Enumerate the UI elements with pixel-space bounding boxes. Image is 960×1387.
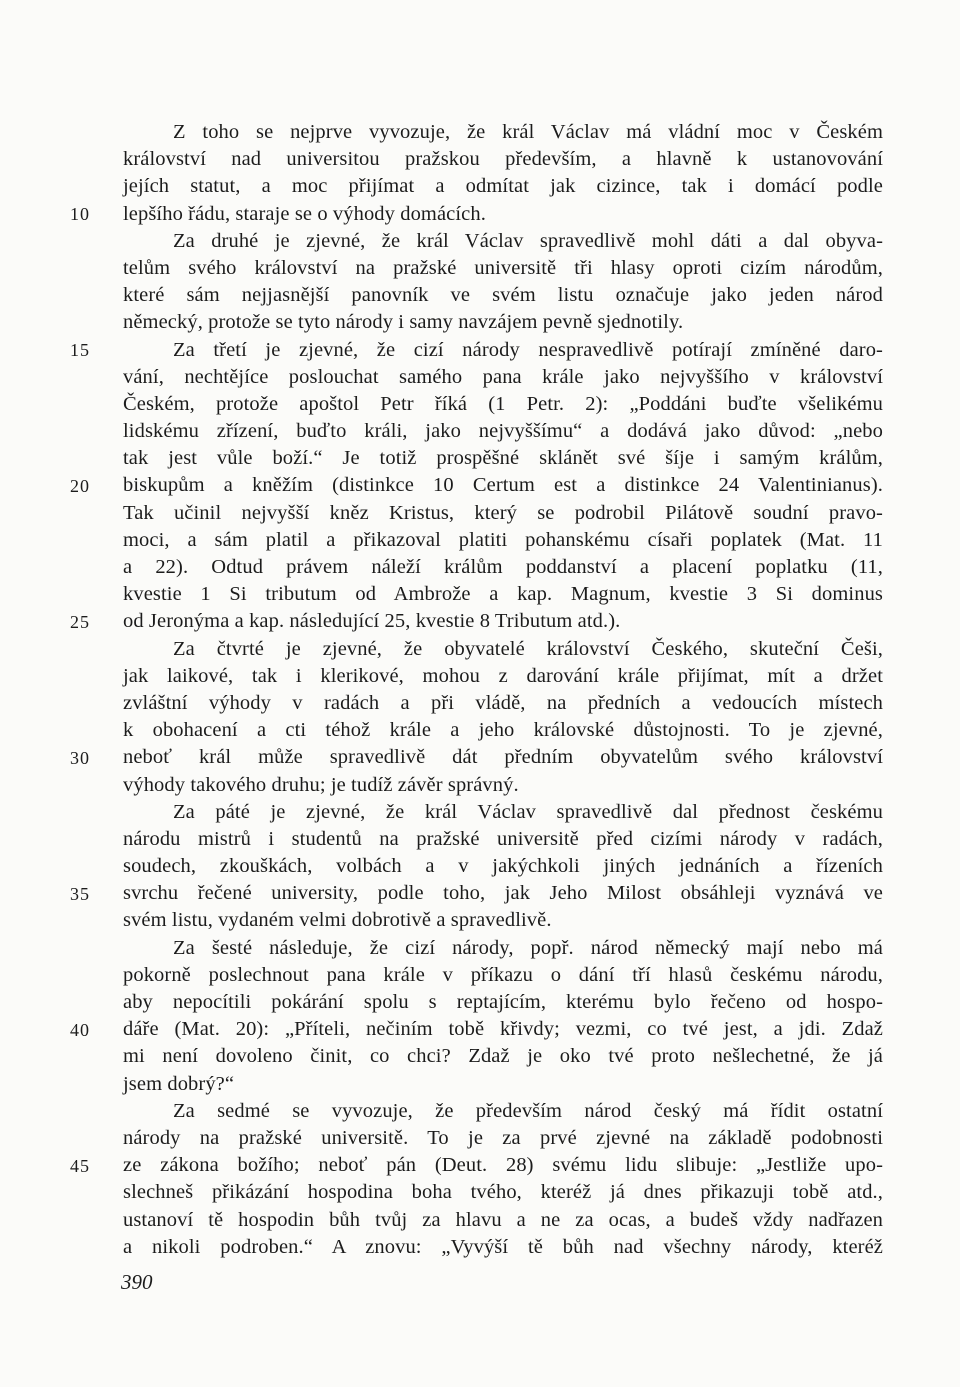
line-number: 15 (70, 339, 90, 360)
text-line: neboť král může spravedlivě dát předním obyvatelům svého království (123, 746, 883, 769)
line-number: 10 (70, 203, 90, 224)
text-line: výhody takového druhu; je tudíž závěr správný. (123, 773, 519, 796)
text-line: telům svého království na pražské universitě tři hlasy oproti cizím národům, (123, 256, 883, 279)
text-line: zvláštní výhody v radách a při vládě, na předních a vedoucích místech (123, 691, 883, 714)
text-line: svrchu řečené university, podle toho, jak Jeho Milost obsáhleji vyznává ve (123, 882, 883, 905)
text-line: mi není dovoleno činit, co chci? Zdaž je oko tvé proto nešlechetné, že já (123, 1045, 883, 1068)
text-line: kvestie 1 Si tributum od Ambrože a kap. Magnum, kvestie 3 Si dominus (123, 583, 883, 606)
line-number: 20 (70, 475, 90, 496)
line-number: 45 (70, 1155, 90, 1176)
text-line: od Jeronýma a kap. následující 25, kvestie 8 Tributum atd.). (123, 610, 621, 633)
text-line: jejích statut, a moc přijímat a odmítat jak cizince, tak i domácí podle (123, 175, 883, 198)
text-line: Tak učinil nejvyšší kněz Kristus, který se podrobil Pilátově soudní pravo- (123, 501, 883, 524)
text-line: tak jest vůle boží.“ Je totiž prospěšné sklánět své šíje i samým králům, (123, 447, 883, 470)
text-line: ze zákona božího; neboť pán (Deut. 28) svému lidu slibuje: „Jestliže upo- (123, 1154, 883, 1177)
text-line: Za páté je zjevné, že král Václav spravedlivě dal přednost českému (173, 800, 883, 823)
line-number: 25 (70, 611, 90, 632)
text-line: Za čtvrté je zjevné, že obyvatelé království Českého, skuteční Češi, (173, 637, 883, 660)
text-line: pokorně poslechnout pana krále v příkazu o dání tří hlasů českému národu, (123, 963, 883, 986)
text-line: biskupům a kněžím (distinkce 10 Certum est a distinkce 24 Valentinianus). (123, 474, 883, 497)
text-line: vání, nechtějíce poslouchat samého pana krále jako nejvyššího v království (123, 365, 883, 388)
text-line: aby nepocítili pokárání spolu s reptajícím, kterému bylo řečeno od hospo- (123, 991, 883, 1013)
body-text (123, 119, 883, 1261)
text-line: a 22). Odtud právem náleží králům poddanství a placení poplatku (11, (123, 556, 883, 578)
text-line: a nikoli podroben.“ A znovu: „Vyvýší tě bůh nad všechny národy, kteréž (123, 1235, 883, 1258)
page-number: 390 (121, 1270, 153, 1294)
text-line: národu mistrů i studentů na pražské universitě před cizími národy v radách, (123, 827, 883, 850)
text-line: k obohacení a cti téhož krále a jeho královské důstojnosti. To je zjevné, (123, 719, 883, 742)
text-line: jak laikové, tak i klerikové, mohou z darování krále přijímat, mít a držet (123, 664, 883, 687)
line-number: 40 (70, 1019, 90, 1040)
text-line: Za sedmé se vyvozuje, že především národ český má řídit ostatní (173, 1099, 883, 1122)
text-line: svém listu, vydaném velmi dobrotivě a spravedlivě. (123, 909, 552, 932)
text-line: lepšího řádu, staraje se o výhody domácích. (123, 202, 486, 225)
text-line: národy na pražské universitě. To je za prvé zjevné na základě podobnosti (123, 1126, 883, 1149)
text-line: jsem dobrý?“ (123, 1072, 235, 1095)
text-line: Za šesté následuje, že cizí národy, popř. národ německý mají nebo má (173, 936, 883, 959)
text-line: dáře (Mat. 20): „Příteli, nečiním tobě křivdy; vezmi, co tvé jest, a jdi. Zdaž (123, 1018, 883, 1041)
text-line: Za druhé je zjevné, že král Václav spravedlivě mohl dáti a dal obyva- (173, 229, 883, 252)
text-line: které sám nejjasnější panovník ve svém listu označuje jako jeden národ (123, 284, 883, 307)
text-line: soudech, zkouškách, volbách a v jakýchkoli jiných jednáních a řízeních (123, 855, 883, 878)
text-line: slechneš přikázání hospodina boha tvého, kteréž já dnes přikazuji tobě atd., (123, 1181, 883, 1204)
text-line: ustanoví tě hospodin bůh tvůj za hlavu a ne za ocas, a budeš vždy nadřazen (123, 1208, 883, 1231)
text-line: Za třetí je zjevné, že cizí národy nespravedlivě potírají zmíněné daro- (173, 338, 883, 361)
text-line: moci, a sám platil a přikazoval platiti pohanskému císaři poplatek (Mat. 11 (123, 528, 883, 551)
text-line: německý, protože se tyto národy i samy navzájem pevně sjednotily. (123, 311, 684, 334)
line-number: 30 (70, 747, 90, 768)
text-line: Z toho se nejprve vyvozuje, že král Václav má vládní moc v Českém (173, 121, 883, 143)
text-line: království nad universitou pražskou především, a hlavně k ustanovování (123, 148, 883, 171)
line-number: 35 (70, 883, 90, 904)
text-line: lidskému zřízení, buďto králi, jako nejvyššímu“ a dodává jako důvod: „nebo (123, 420, 883, 443)
text-line: Českém, protože apoštol Petr říká (1 Petr. 2): „Poddáni buďte všelikému (123, 392, 883, 415)
